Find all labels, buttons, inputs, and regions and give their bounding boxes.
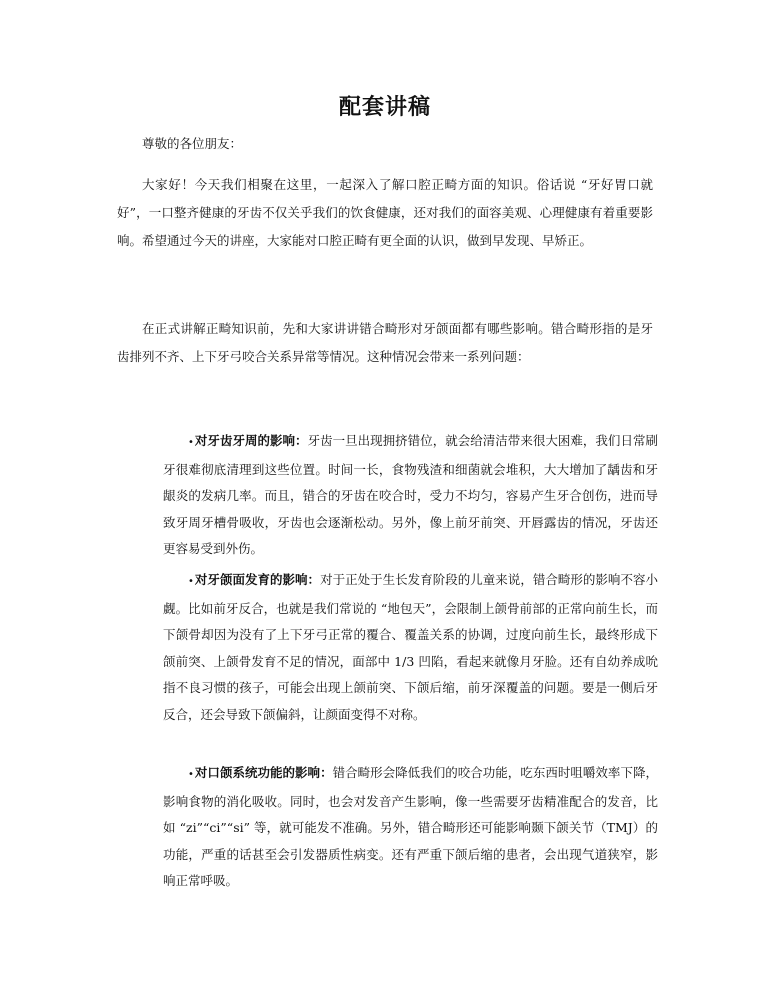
bullet-dot-icon: • (188, 769, 194, 780)
bullet-item-periodontal (163, 428, 658, 563)
bullet-text: 对于正处于生长发育阶段的儿童来说，错合畸形的影响不容小觑。比如前牙反合，也就是我们常说的 “地包天”，会限制上颌骨前部的正常向前生长，而下颌骨却因为没有了上下牙弓正常的覆合、覆盖关系的协调，过度向前生长，最终形成下颌前突、上颌骨发育不足的情况，面部中 1/3 凹陷，看起来就像月牙脸。还有自幼养成吮指不良习惯的孩子，可能会出现上颌前突、下颌后缩，前牙深覆盖的问题。要是一侧后牙反合，还会导致下颌偏斜，让颜面变得不对称。 (163, 572, 658, 722)
bullet-item-function (163, 760, 658, 895)
bullet-heading: 对口颌系统功能的影响： (194, 765, 333, 780)
greeting: 尊敬的各位朋友： (142, 136, 243, 151)
bullet-item-development (163, 567, 658, 728)
bullet-heading: 对牙齿牙周的影响： (194, 433, 308, 448)
intro-paragraph: 大家好！今天我们相聚在这里，一起深入了解口腔正畸方面的知识。俗话说 “牙好胃口就好”，一口整齐健康的牙齿不仅关乎我们的饮食健康，还对我们的面容美观、心理健康有着重要影响。希望通过今天的讲座，大家能对口腔正畸有更全面的认识，做到早发现、早矫正。 (117, 177, 653, 248)
bullet-dot-icon: • (188, 437, 194, 448)
document-title: 配套讲稿 (338, 95, 431, 120)
bullet-text: 错合畸形会降低我们的咬合功能，吃东西时咀嚼效率下降，影响食物的消化吸收。同时，也会对发音产生影响，像一些需要牙齿精准配合的发音，比如 “zi”“ci”“si” 等，就可能发不准确。另外，错合畸形还可能影响颞下颌关节（TMJ）的功能，严重的话甚至会引发器质性病变。还有严重下颌后缩的患者，会出现气道狭窄，影响正常呼吸。 (163, 765, 658, 888)
context-paragraph: 在正式讲解正畸知识前，先和大家讲讲错合畸形对牙颌面都有哪些影响。错合畸形指的是牙齿排列不齐、上下牙弓咬合关系异常等情况。这种情况会带来一系列问题： (117, 321, 653, 364)
bullet-heading: 对牙颌面发育的影响： (194, 572, 321, 587)
bullet-text: 牙齿一旦出现拥挤错位，就会给清洁带来很大困难，我们日常刷牙很难彻底清理到这些位置。时间一长，食物残渣和细菌就会堆积，大大增加了龋齿和牙龈炎的发病几率。而且，错合的牙齿在咬合时，受力不均匀，容易产生牙合创伤，进而导致牙周牙槽骨吸收，牙齿也会逐渐松动。另外，像上前牙前突、开唇露齿的情况，牙齿还更容易受到外伤。 (163, 433, 658, 556)
bullet-dot-icon: • (188, 576, 194, 587)
